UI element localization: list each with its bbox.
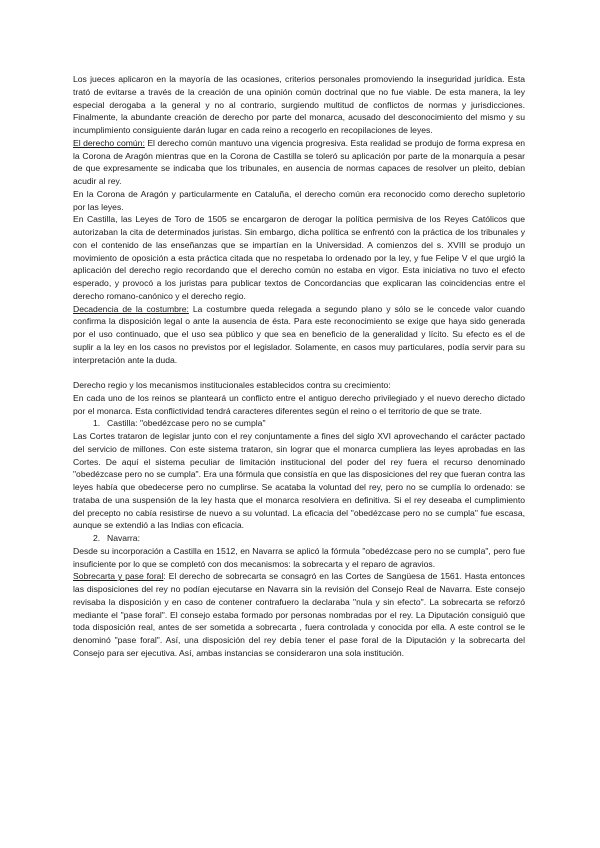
paragraph-derecho-regio-title: Derecho regio y los mecanismos institucionales establecidos contra su crecimiento: (73, 380, 391, 390)
paragraph-cortes: Las Cortes trataron de legislar junto con el rey conjuntamente a fines del siglo XVI aprovechando el carácter pactado del servicio de millones. Con este sistema trataron, sin lograr que el monarca cumpliera las leyes aprobadas en las Cortes. De aquí el sistema peculiar de limitación institucional del poder del rey fuera el recurso denominado "obedézcase pero no se cumpla". Era una fórmula que consistía en que las disposiciones del rey que fueran contra las leyes había que obedecerse pero no cumplirse. Se acataba la voluntad del rey, pero no se cumplía lo ordenado: se trataba de una suspensión de la ley hasta que el monarca resolviera en definitiva. Si el rey deseaba el cumplimiento del precepto no cabía resistirse de nuevo a su voluntad. La eficacia del "obedézcase pero no se cumpla" fue escasa, aunque se extendió a las Indias con eficacia. (73, 431, 525, 531)
heading-decadencia-costumbre: Decadencia de la costumbre: (73, 303, 189, 314)
list-item-navarra-text: Navarra: (107, 533, 140, 543)
paragraph-derecho-comun-text: El derecho común mantuvo una vigencia progresiva. Esta realidad se produjo de forma expresa en la Corona de Aragón mientras que en la Corona de Castilla se toleró su aplicación por parte de la monarquía a pesar de que expresamente se indicaba que los tribunales, en ausencia de normas capaces de resolver un pleito, debían acudir al rey. (73, 137, 526, 186)
list-item-castilla (73, 417, 525, 430)
blank-line (73, 366, 525, 379)
paragraph-castilla-toro: En Castilla, las Leyes de Toro de 1505 se encargaron de derogar la política permisiva de los Reyes Católicos que autorizaban la cita de determinados juristas. Sin embargo, dicha política se enfrentó con la práctica de los tribunales y con el contenido de las enseñanzas que se impartían en la Universidad. A comienzos del s. XVIII se produjo un movimiento de oposición a esta práctica citada que no respetaba lo ordenado por la ley, y fue Felipe V el que urgió la aplicación del derecho regio recordando que el derecho común no estaba en vigor. Esta iniciativa no tuvo el efecto esperado, y provocó a los juristas para publicar textos de Concordancias que explicaran las coincidencias entre el derecho romano-canónico y el derecho regio. (73, 214, 525, 301)
list-number-1: 1. (93, 418, 101, 429)
paragraph-sobrecarta-text: : El derecho de sobrecarta se consagró en las Cortes de Sangüesa de 1561. Hasta entonces las disposiciones del rey no podían ejecutarse en Navarra sin la revisión del Consejo Real de Navarra. Este consejo revisaba la disposición y en caso de contener contrafuero la declaraba "nula y sin efecto". La sobrecarta se reforzó mediante el "pase foral". El consejo estaba formado por personas nombradas por el rey. La Diputación consiguió que toda disposición real, antes de ser sometida a sobrecarta , fuera controlada y conocida por ella. A este control se le denominó "pase foral". Así, una disposición del rey debía tener el pase foral de la Diputación y la sobrecarta del Consejo para ser ejecutiva. Así, ambas instancias se consideraron una sola institución. (73, 571, 525, 658)
list-item-castilla-text: Castilla: "obedézcase pero no se cumpla" (107, 418, 266, 429)
list-number-2: 2. (93, 533, 101, 543)
paragraph-aragon: En la Corona de Aragón y particularmente en Cataluña, el derecho común era reconocido como derecho supletorio por las leyes. (73, 188, 525, 212)
heading-derecho-comun: El derecho común: (73, 137, 145, 148)
paragraph-costumbre-text: La costumbre queda relegada a segundo plano y sólo se le concede valor cuando confirma la disposición legal o ante la ausencia de ésta. Para este reconocimiento se exige que haya sido generada por el uso continuado, que el uso sea público y que sea en beneficio de la generalidad y lícito. Su efecto es el de suplir a la ley en los casos no previstos por el legislador. Solamente, en casos muy particulares, podía servir para su interpretación ante la duda. (73, 303, 525, 365)
paragraph-navarra: Desde su incorporación a Castilla en 1512, en Navarra se aplicó la fórmula "obedézcase pero no se cumpla", pero fue insuficiente por lo que se completó con dos mecanismos: la sobrecarta y el reparo de agravios. (73, 545, 525, 569)
paragraph-sobrecarta (73, 570, 525, 659)
paragraph-conflicto: En cada uno de los reinos se planteará un conflicto entre el antiguo derecho privilegiado y el nuevo derecho dictado por el monarca. Esta conflictividad tendrá caracteres diferentes según el reino o el territorio de que se trate. (73, 392, 525, 416)
paragraph-costumbre (73, 303, 525, 367)
list-item-navarra (73, 532, 525, 545)
paragraph-derecho-comun (73, 137, 525, 188)
heading-sobrecarta: Sobrecarta y pase foral (73, 571, 164, 582)
paragraph-jueces: Los jueces aplicaron en la mayoría de las ocasiones, criterios personales promoviendo la inseguridad jurídica. Esta trató de evitarse a través de la creación de una opinión común doctrinal que no fue viable. De esta manera, la ley especial derogaba a la general y no al contrario, surgiendo multitud de conflictos de normas y jurisdicciones. Finalmente, la abundante creación de derecho por parte del monarca, acusado del desconocimiento del mismo y su incumplimiento consiguiente darán lugar en cada reino a recogerlo en recopilaciones de leyes. (73, 74, 525, 135)
document-page (73, 73, 525, 660)
